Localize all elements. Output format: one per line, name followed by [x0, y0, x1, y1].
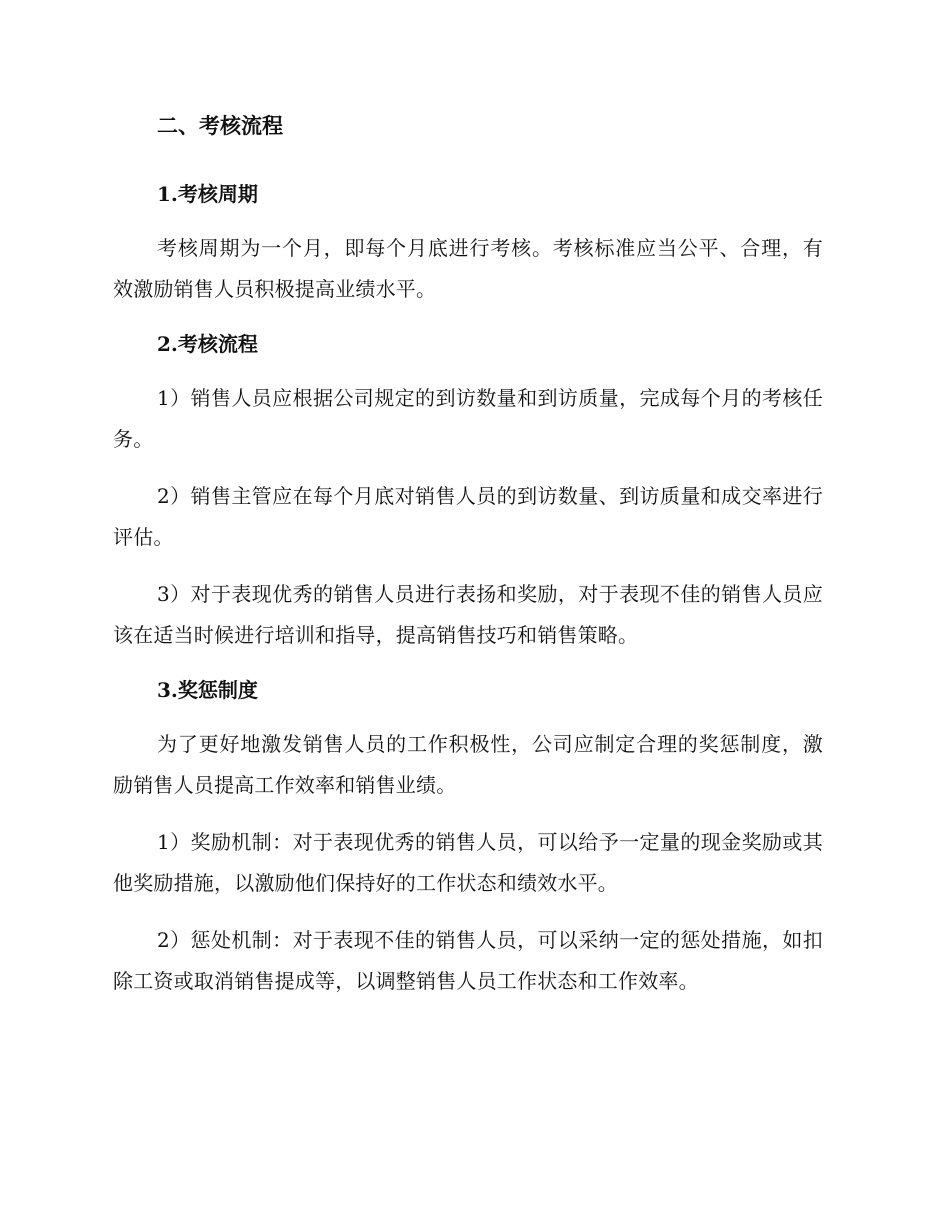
paragraph: 考核周期为一个月，即每个月底进行考核。考核标准应当公平、合理，有效激励销售人员积极提高业绩水平。: [113, 236, 823, 301]
subheading-rewards-penalties: 3.奖惩制度: [157, 678, 258, 702]
paragraph: 2）惩处机制：对于表现不佳的销售人员，可以采纳一定的惩处措施，如扣除工资或取消销售提成等，以调整销售人员工作状态和工作效率。: [113, 928, 823, 993]
document-body: [113, 108, 823, 1018]
paragraph: 1）奖励机制：对于表现优秀的销售人员，可以给予一定量的现金奖励或其他奖励措施，以激励他们保持好的工作状态和绩效水平。: [113, 830, 823, 895]
subheading-review-process: 2.考核流程: [157, 332, 258, 356]
paragraph: 3）对于表现优秀的销售人员进行表扬和奖励，对于表现不佳的销售人员应该在适当时候进行培训和指导，提高销售技巧和销售策略。: [113, 582, 823, 647]
paragraph: 为了更好地激发销售人员的工作积极性，公司应制定合理的奖惩制度，激励销售人员提高工作效率和销售业绩。: [113, 732, 823, 797]
section-title: 二、考核流程: [157, 113, 283, 138]
subheading-review-cycle: 1.考核周期: [157, 182, 258, 206]
paragraph: 2）销售主管应在每个月底对销售人员的到访数量、到访质量和成交率进行评估。: [113, 484, 823, 549]
paragraph: 1）销售人员应根据公司规定的到访数量和到访质量，完成每个月的考核任务。: [113, 386, 823, 451]
